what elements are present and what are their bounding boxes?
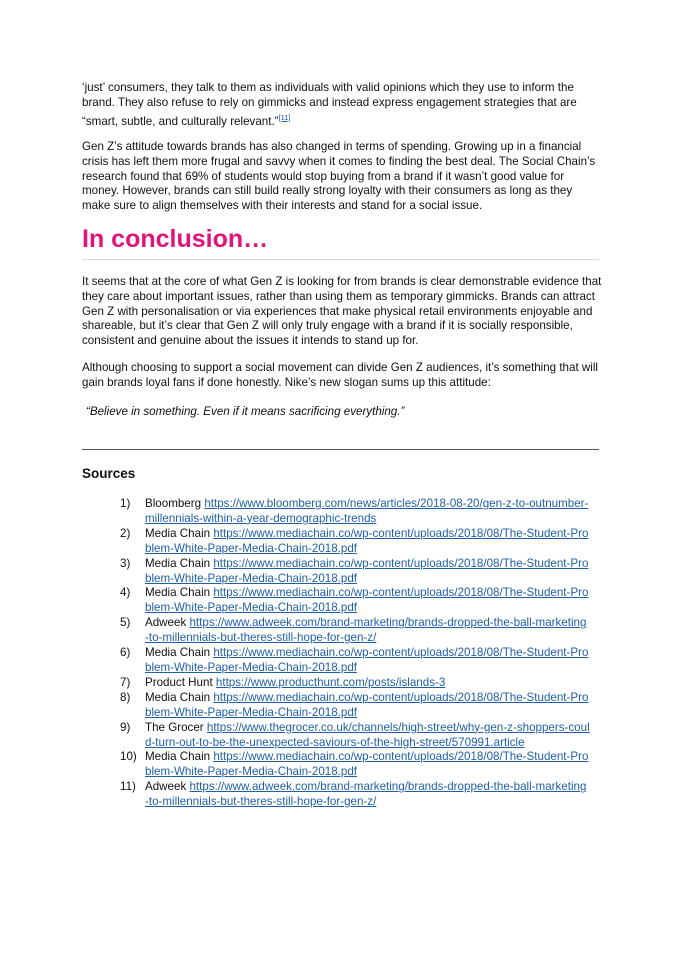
source-link[interactable]: https://www.mediachain.co/wp-content/uploads/2018/08/The-Student-Problem-White-Paper-Media-Chain-2018.pdf [145, 690, 589, 719]
paragraph-brand-opinions [82, 81, 602, 129]
source-name: Bloomberg [145, 497, 202, 510]
source-link[interactable]: https://www.bloomberg.com/news/articles/2018-08-20/gen-z-to-outnumber-millennials-within-a-year-demographic-trends [145, 497, 589, 525]
source-name: Adweek [145, 780, 187, 794]
source-link[interactable]: https://www.producthunt.com/posts/islands-3 [215, 675, 446, 689]
source-name: Media Chain [145, 586, 211, 600]
conclusion-heading: In conclusion… [82, 225, 269, 253]
paragraph-text: ‘just’ consumers, they talk to them as individuals with valid opinions which they use to inform the brand. They also refuse to rely on gimmicks and instead express engagement strategies that are “smart, subtle, and culturally relevant.” [82, 81, 577, 128]
source-item [120, 527, 590, 557]
source-entry [145, 750, 590, 780]
source-entry [145, 497, 590, 527]
source-number: 8) [120, 690, 131, 704]
source-item [120, 557, 590, 587]
source-name: Media Chain [145, 646, 211, 660]
source-number: 11) [120, 780, 136, 794]
source-link[interactable]: https://www.thegrocer.co.uk/channels/high-street/why-gen-z-shoppers-could-turn-out-to-be-the-unexpected-saviours-of-the-high-street/570991.article [145, 720, 590, 749]
source-name: Media Chain [145, 750, 211, 764]
source-number: 3) [120, 556, 131, 570]
section-divider [82, 449, 599, 450]
source-number: 6) [120, 646, 131, 660]
source-item [120, 750, 590, 780]
source-entry [145, 586, 590, 616]
source-entry [145, 646, 590, 676]
source-item [120, 691, 590, 721]
source-name: Product Hunt [145, 675, 213, 689]
source-link[interactable]: https://www.mediachain.co/wp-content/uploads/2018/08/The-Student-Problem-White-Paper-Media-Chain-2018.pdf [145, 586, 589, 615]
paragraph-social-movement: Although choosing to support a social movement can divide Gen Z audiences, it’s something that will gain brands loyal fans if done honestly. Nike’s new slogan sums up this attitude: [82, 361, 598, 389]
source-entry [145, 780, 590, 810]
paragraph-spending: Gen Z’s attitude towards brands has also changed in terms of spending. Growing up in a financial crisis has left them more frugal and savvy when it comes to finding the best deal. The Social Chain’s research found that 69% of students would stop buying from a brand if it wasn’t good value for money. However, brands can still build really strong loyalty with their consumers as long as they make sure to align themselves with their interests and stand for a social issue. [82, 140, 596, 213]
heading-divider [82, 259, 599, 260]
source-name: Media Chain [145, 526, 211, 540]
source-item [120, 721, 590, 751]
source-entry [145, 616, 590, 646]
source-entry [145, 691, 590, 721]
paragraph-conclusion: It seems that at the core of what Gen Z is looking for from brands is clear demonstrable evidence that they care about important issues, rather than using them as temporary gimmicks. Brands can attract Gen Z with personalisation or via experiences that make physical retail environments enjoyable and shareable, but it’s clear that Gen Z will only truly engage with a brand if it is socially responsible, consistent and genuine about the issues it intends to stand up for. [82, 275, 602, 348]
source-name: Media Chain [145, 690, 211, 704]
source-number: 2) [120, 526, 131, 540]
source-link[interactable]: https://www.mediachain.co/wp-content/uploads/2018/08/The-Student-Problem-White-Paper-Media-Chain-2018.pdf [145, 750, 589, 779]
source-link[interactable]: https://www.mediachain.co/wp-content/uploads/2018/08/The-Student-Problem-White-Paper-Media-Chain-2018.pdf [145, 646, 589, 674]
source-number: 1) [120, 497, 131, 510]
source-link[interactable]: https://www.adweek.com/brand-marketing/brands-dropped-the-ball-marketing-to-millennials-but-theres-still-hope-for-gen-z/ [145, 616, 587, 645]
nike-slogan-quote: “Believe in something. Even if it means sacrificing everything.” [86, 405, 405, 418]
source-entry [145, 676, 590, 691]
source-number: 7) [120, 675, 131, 689]
source-item [120, 616, 590, 646]
source-item [120, 676, 590, 691]
source-link[interactable]: https://www.mediachain.co/wp-content/uploads/2018/08/The-Student-Problem-White-Paper-Media-Chain-2018.pdf [145, 556, 589, 585]
source-item [120, 586, 590, 616]
source-name: The Grocer [145, 720, 204, 734]
sources-list [120, 497, 590, 810]
source-item [120, 780, 590, 810]
source-number: 10) [120, 750, 137, 764]
source-number: 9) [120, 720, 131, 734]
footnote-link-11[interactable]: [11] [278, 112, 291, 122]
source-name: Adweek [145, 616, 187, 630]
source-number: 5) [120, 616, 131, 630]
source-entry [145, 721, 590, 751]
source-entry [145, 527, 590, 557]
source-item [120, 646, 590, 676]
source-name: Media Chain [145, 556, 211, 570]
source-link[interactable]: https://www.adweek.com/brand-marketing/brands-dropped-the-ball-marketing-to-millennials-but-theres-still-hope-for-gen-z/ [145, 780, 587, 809]
sources-heading: Sources [82, 466, 136, 481]
source-entry [145, 557, 590, 587]
source-link[interactable]: https://www.mediachain.co/wp-content/uploads/2018/08/The-Student-Problem-White-Paper-Media-Chain-2018.pdf [145, 526, 589, 555]
source-item [120, 497, 590, 527]
source-number: 4) [120, 586, 131, 600]
